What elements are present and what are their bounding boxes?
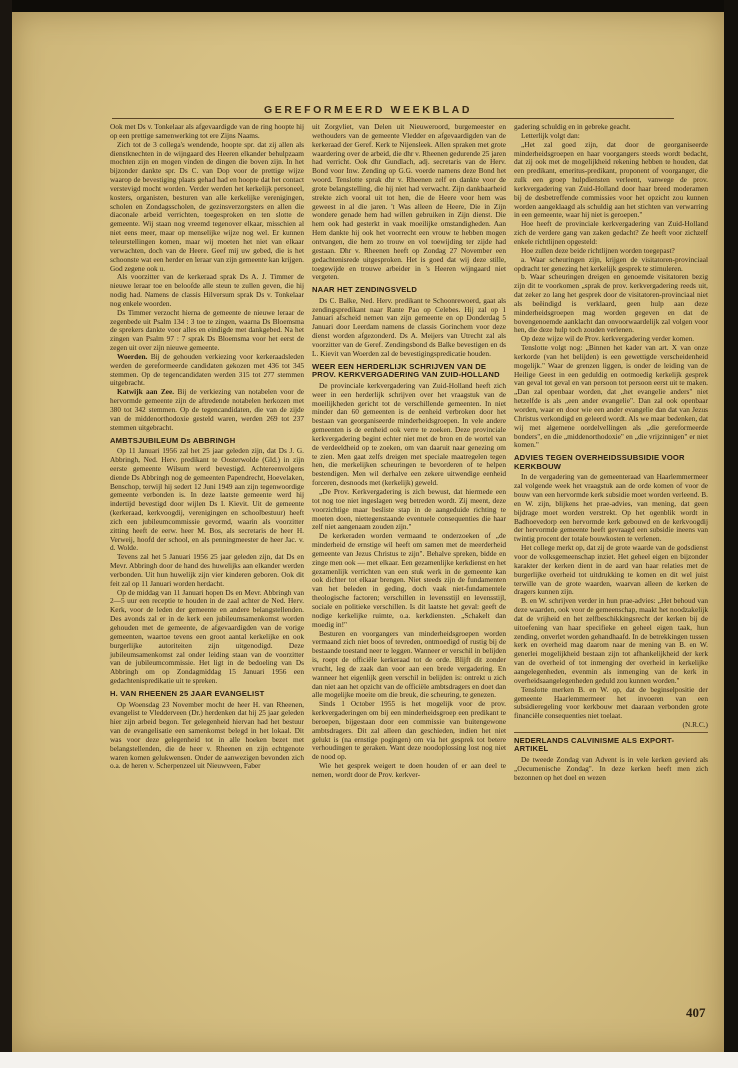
section-heading: NEDERLANDS CALVINISME ALS EXPORT-ARTIKEL [514, 735, 675, 754]
divider [514, 732, 708, 733]
source-credit: (N.R.C.) [682, 720, 708, 730]
paragraph: In de vergadering van de gemeenteraad van Haarlemmermeer zal volgende week het vraagstuk aan de orde komen of voor de bouw van een hervormde kerk subsidie moet worden verleend. B. en W. zijn, blijkens het prae-advies, van mening, dat geen bijdrage moet worden verstrekt. Op het ogenblik wordt in Badhoevedorp een hervormde kerk gebouwd en de kerkvoogdij der hervormde gemeente heeft gevraagd een subsidie ineens van twintig procent der totale bouwkosten te verlenen. [514, 472, 708, 544]
page-number: 407 [686, 1005, 706, 1020]
paragraph-woerden [110, 353, 304, 388]
section-heading: ADVIES TEGEN OVERHEIDSSUBSIDIE VOOR KERKBOUW [514, 453, 685, 471]
section-heading: NAAR HET ZENDINGSVELD [312, 285, 418, 295]
scan-border-bottom [0, 1052, 738, 1068]
paragraph: De tweede Zondag van Advent is in vele kerken gevierd als „Oecumenische Zondag". In deze kerken heeft men zich bezonnen op het doel en wezen [514, 755, 708, 782]
paragraph: Besturen en voorgangers van minderheidsgroepen worden vermaand zich niet boos of tevreden, ontmoedigd of rustig bij de bestaande toestand neer te leggen. Wanneer er verschil in belijden is, roept de officiële kerkeraad tot de orde. Blijft dit zonder vrucht, leg de zaak dan voor aan een brede vergadering. En wanneer het eigenlijk geen verschil in belijden is: ontrekt u zich dan niet aan het opzicht van de officiële ambtsdragers en doet dan alle mogelijke moeite om die breuk, die scheuring, te genezen. [312, 628, 506, 700]
paragraph: Op Woensdag 23 November mocht de heer H. van Rheenen, evangelist te Vledderveen (Dr.) herdenken dat hij 25 jaar geleden hier zijn arbeid begon. Ter gelegenheid hiervan had het bestuur van de evangelisatie een samenkomst belegd in het lokaal. Dit was voor deze gelegenheid tot in alle hoeken bezet met belangstellenden, die de heer v. Rheenen en zijn echtgenote waren komen gelukwensen. Onder de aanwezigen bevonden zich o.a. de heren v. Scherpenzeel uit Nieuwveen, Faber [110, 699, 304, 771]
paragraph: „De Prov. Kerkvergadering is zich bewust, dat hiermede een tot nog toe niet ingeslagen weg betreden wordt. Zij meent, deze voorzichtige maar besliste stap in de aangeduide richting te moeten doen, niettegenstaande eventuele consequenties die haar zelf niet aangenaam zouden zijn." [312, 487, 506, 532]
section-heading: WEER EEN HERDERLIJK SCHRIJVEN VAN DE PROV. KERKVERGADERING VAN ZUID-HOLLAND [312, 361, 500, 380]
column-left [110, 123, 304, 771]
paragraph: Ds Timmer verzocht hierna de gemeente de nieuwe leraar de zegenbede uit Psalm 134 : 3 toe te zingen, waarna Ds Bloemsma de sprekers dankte voor alles en eindigde met dankgebed. Na het zingen van Psalm 97 : 7 sprak Ds Bloemsma voor het eerst de zegen uit over zijn nieuwe gemeente. [110, 307, 304, 353]
section-heading: H. VAN RHEENEN 25 JAAR EVANGELIST [110, 688, 265, 698]
paragraph: Ds C. Balke, Ned. Herv. predikant te Schoonrewoerd, gaat als zendingspredikant naar Rante Pao op Celebes. Hij zal op 1 Januari afscheid nemen van zijn gemeente en op Donderdag 5 Januari door Leerdam namens de classis Gorinchem voor deze dienst worden afgezonderd. Ds A. Meijers van Utrecht zal als voorzitter van de Geref. Zendingsbond ds Balke bevestigen en ds L. Kievit van Woerden zal de bevestigingspredicatie houden. [312, 295, 506, 358]
paragraph: Sinds 1 October 1955 is het mogelijk voor de prov. kerkvergaderingen om bij een minderheidsgroep een predikant te beroepen, bijgestaan door een commissie van buitengewone ambtsdragers. Dit zal alleen dan geschieden, indien het niet gelukt is (na ernstige pogingen) om via het gesprek tot betere verhoudingen te geraken. Want deze noodoplossing lost nog niet de nood op. [312, 699, 506, 762]
paragraph: De provinciale kerkvergadering van Zuid-Holland heeft zich weer in een herderlijk schrijven over het vraagstuk van de moeilijkheden gericht tot de verschillende gemeenten. In niet minder dan 60 gemeenten is de eenheid verbroken door het bestaan van georganiseerde minderheidsgroepen. In vele andere gemeenten is de eenheid ook verre te zoeken. Deze provinciale kerkvergadering begint echter niet met de bron en de wortel van de verdeeldheid op te zoeken, om van daaruit naar genezing om te zien. Men gaat zelfs dreigen met speciale maatregelen tegen hen, die merkelijken scheuringen te bevorderen of te helpen bestendigen. Men wil derhalve een zekere uitwendige eenheid forceren, desnoods met (kerkelijk) geweld. [312, 380, 506, 488]
scan-border-left [0, 0, 12, 1068]
paragraph: Hoe zullen deze beide richtlijnen worden toegepast? [521, 245, 675, 255]
column-middle [312, 123, 506, 780]
paragraph: De kerkeraden worden vermaand te onderzoeken of „de minderheid de ernstige wil heeft om samen met de meerderheid gemeente van Jezus Christus te zijn". Behalve spreken, bidde en zinge men ook — met elkaar. Een gezamenlijke kerkdienst en het gezamenlijk verrichten van een stuk werk in de gemeente kan ook dichter tot elkaar brengen. Niet steeds zijn de fundamenten van het beleden in geding, doch vaak niet-fundamentele theologische factoren; verschillen in levensstijl en levensstijl, sociale en politieke verschillen. Is dit laatste het geval: geeft de nodige kerkelijke ruimte, o.a. kerkdiensten. „Schakelt dan moedig in!" [312, 531, 506, 629]
paragraph: b. Waar scheuringen dreigen en genoemde visitatoren bezig zijn dit te voorkomen „sprak de prov. kerkvergadering reeds uit, dat zeker zo lang het gesprek door de visitatoren-provinciaal niet als beëindigd is verklaard, geen hulp aan deze minderheidsgroepen mag worden gegeven en dat de bovengenoemde aanklacht dan onvoorwaardelijk zal volgen voor hen, die deze hulp toch zouden verlenen. [514, 272, 708, 335]
paragraph: Hoe heeft de provinciale kerkvergadering van Zuid-Holland zich de verdere gang van zaken gedacht? Ze heeft voor zichzelf enkele richtlijnen opgesteld: [514, 219, 708, 246]
paragraph-text: Bij de verkiezing van notabelen voor de hervormde gemeente zijn de aftredende notabelen herkozen met 380 tot 342 stemmen. Op de tegencandidaten, die van de zijde van de middenorthodoxie gesteld waren, werden 269 tot 237 stemmen uitgebracht. [110, 387, 304, 432]
paragraph: Als voorzitter van de kerkeraad sprak Ds A. J. Timmer de nieuwe leraar toe en beloofde alle steun te zullen geven, die hij nodig had. Namens de classis Hilversum sprak Ds v. Tonkelaar nog enkele woorden. [110, 272, 304, 308]
paragraph: Tenslotte merken B. en W. op, dat de beginselpositie der gemeente Haarlemmermeer het invoeren van een subsidieregeling voor kerkbouw met daaraan verbonden grote financiële consequenties niet toelaat. [514, 684, 708, 721]
paragraph-text: Bij de gehouden verkiezing voor kerkeraadsleden werden de gereformeerde candidaten gekozen met 436 tot 345 stemmen. Op de tegencandidaten werden 315 tot 277 stemmen uitgebracht. [110, 351, 304, 388]
paragraph: gadering schuldig en in gebreke geacht. [514, 122, 631, 131]
paragraph: Ook met Ds v. Tonkelaar als afgevaardigde van de ring hoopte hij op een prettige samenwerking tot ere Zijns Naams. [110, 122, 304, 140]
paragraph: a. Waar scheuringen zijn, krijgen de visitatoren-provinciaal opdracht ter genezing het kerkelijk gesprek te stimuleren. [514, 254, 708, 273]
paragraph-katwijk [110, 388, 304, 432]
paragraph: Zich tot de 3 collega's wendende, hoopte spr. dat zij allen als dienstknechten in de wijngaard des Heeren elkander behulpzaam mochten zijn en mogen vinden de dingen die boven zijn. In het bijzonder dankte spr. Ds C. van Dop voor de prettige wijze waarop de bevestiging plaats gehad had en hoopte dat het contact verstevigd mocht worden. Verder werden het kerkelijk personeel, kosters, organisten, besturen van alle kerkelijke verenigingen, scholen en Zondagsscholen, de gezinsverzorgsters en allen die diaconale arbeid verrichten, toegesproken en ten slotte de gemeente. Wij staan nog vreemd tegenover elkaar, misschien al niet eens meer, maar op menselijke wijze nog wel. Er kunnen teleurstellingen komen, maar wij moeten het niet van elkaar verwachten, doch van de Heere. Geef mij uw gebed, die is het schoonste wat een herder en leraar van zijn gemeente kan krijgen. God zegene ook u. [110, 139, 304, 273]
column-right [514, 123, 708, 783]
paragraph: Op de middag van 11 Januari hopen Ds en Mevr. Abbringh van 2—5 uur een receptie te houden in de zaal achter de Ned. Herv. Kerk, voor de leden der gemeente en andere belangstellenden. Des avonds zal er in de kerk een jubileumsamenkomst worden gehouden met de gemeente, de afgevaardigden van de vorige gemeenten, waartoe tevens een groot aantal kerkelijke en ook burgerlijke autoriteiten zijn uitgenodigd. Deze jubileumsamenkomst zal onder leiding staan van de voorzitter van de jubileumcommissie. Het ligt in de bedoeling van Ds Abbringh om op Zondagmiddag 15 Januari 1956 een gedachtenispredikatie uit te spreken. [110, 587, 304, 686]
header-rule [112, 118, 674, 119]
paragraph: Op deze wijze wil de Prov. kerkvergadering verder komen. [521, 334, 695, 344]
paragraph: Tenslotte volgt nog: „Binnen het kader van art. X van onze kerkorde (van het belijden) is een gewettigde verscheidenheid mogelijk." Waar de grenzen liggen, is onder de leiding van de Heilige Geest in een geduldig en ootmoedig kerkelijk gesprek van geval tot geval en van persoon tot persoon eerst uit te maken. „Dan zal openbaar worden, dat „het evangelie anders" niet hetzelfde is als „een ander evangelie". Dan zal ook openbaar worden, waar en door wie een ander evangelie dan dat van Jezus Christus verkondigd en geleerd wordt. Als we maar bedenken, dat wij met algemene oordelvellingen als „die gereformeerde bonders", en die „middenorthodoxie" en „die vrijzinnigen" er niet komen." [514, 343, 708, 450]
place-name: Woerden. [117, 351, 148, 361]
paragraph: uit Zorgvliet, van Delen uit Nieuweroord, burgemeester en wethouders van de gemeente Vledder en afgevaardigden van de kerkeraad der Geref. Kerk te Nijensleek. Allen spraken met grote waardering over de arbeid, die dhr v. Rheenen gedurende 25 jaren had verricht. Ook dhr Gundlach, adj. secretaris van de Herv. Bond voor Inw. Zending op G.G. voerde namens deze Bond het woord. Tenslotte sprak dhr v. Rheenen zelf en dankte voor de grote belangstelling, die hij niet had verwacht. Zijn dankbaarheid strekte zich vooral uit tot hen, die de Heere voor hem was geweest in al die jaren. 't Was alleen de Heere, Die in Zijn wondere genade hem had willen gebruiken in Zijn dienst. Die hem ook had gesterkt in vaak moeilijke omstandigheden. Aan Hem dankte hij ook het voorrecht een vrouw te hebben mogen ontvangen, die hem zo trouw en vol toewijding ter zijde had gestaan. Dhr v. Rheenen heeft op Zondag 27 November een gedachtenisrede uitgesproken. Het is goed dat wij deze stille, toegewijde en trouwe arbeider in 's Heeren wijngaard niet vergeten. [312, 122, 506, 282]
paragraph: Letterlijk volgt dan: [521, 130, 580, 140]
page-header-title: GEREFORMEERD WEEKBLAD [263, 104, 473, 116]
paragraph: Het college merkt op, dat zij de grote waarde van de godsdienst voor de volksgemeenschap inziet. Het geheel eigen en bijzonder karakter der kerken dient in de aard van haar relaties met de burgerlijke overheid tot uitdrukking te komen en dit wel juist terwille van de grote waarden, waarvan alleen de kerken de dragers kunnen zijn. [514, 543, 708, 597]
paragraph: Wie het gesprek weigert te doen houden of er aan deel te nemen, wordt door de Prov. kerkver- [312, 761, 506, 779]
section-heading: AMBTSJUBILEUM Ds ABBRINGH [110, 435, 236, 445]
place-name: Katwijk aan Zee. [117, 387, 175, 397]
paragraph: „Het zal goed zijn, dat door de georganiseerde minderheidsgroepen en haar voorgangers steeds wordt bedacht, dat zij ook met de mogelijkheid rekening hebben te houden, dat een predikant, emeritus-predikant, proponent of voorganger, die zulk een groep hulpdiensten verleent, vanwege de prov. kerkvergadering van Zuid-Holland door haar breed moderamen bij de desbetreffende commissies voor het opzicht zou kunnen worden aangeklaagd als schuldig aan het stichten van verwarring in een gemeente, waar hij niet is geroepen." [514, 139, 708, 220]
paragraph: Tevens zal het 5 Januari 1956 25 jaar geleden zijn, dat Ds en Mevr. Abbringh door de hand des huwelijks aan elkander werden verbonden. Uit hun huwelijk zijn vier kinderen geboren. Ook dit feit zal op 11 Januari worden herdacht. [110, 552, 304, 588]
paragraph: Op 11 Januari 1956 zal het 25 jaar geleden zijn, dat Ds J. G. Abbringh, Ned. Herv. predikant te Oosterwolde (Gld.) in zijn eerste gemeente Wilsum werd bevestigd. Achtereenvolgens diende Ds Abbringh nog de gemeenten Papendrecht, Hoevelaken, Benschop, terwijl hij sedert 12 Juni 1949 aan zijn tegenwoordige gemeente verbonden is. In deze laatste gemeente werd hij indertijd bevestigd door wijlen Ds I. Kievit. Uit de gemeente (kerkeraad, kerkvoogdij, verenigingen en schoolbestuur) heeft zich een jubileumcommissie gevormd, waarin als voorzitter zitting heeft de eerw. heer M. Bos, als secretaris de heer H. Verweij, hoofd der school, en als penningmeester de heer Jac. v. d. Wolde. [110, 446, 304, 553]
newspaper-page [12, 12, 724, 1052]
scan-border-right [724, 0, 738, 1068]
paragraph: B. en W. schrijven verder in hun prae-advies: „Het behoud van deze waarden, ook voor de gemeenschap, maakt het noodzakelijk dat de vrijheid en het zelfbeschikkingsrecht der kerken bij de uitoefening van haar specifieke en geheel eigen taak, hun zending, onverlet worden gehandhaafd. In de betrekkingen tussen kerk en overheid mag daarom naar de mening van B. en W. generlei mogelijkheid bestaan zijn tot afhankelijkheid der kerk van de overheid of tot inmenging der overheid in kerkelijke aangelegenheden, evenmin als inmenging van de kerk in overheidsaangelegenheden geduld zou kunnen worden." [514, 596, 708, 685]
